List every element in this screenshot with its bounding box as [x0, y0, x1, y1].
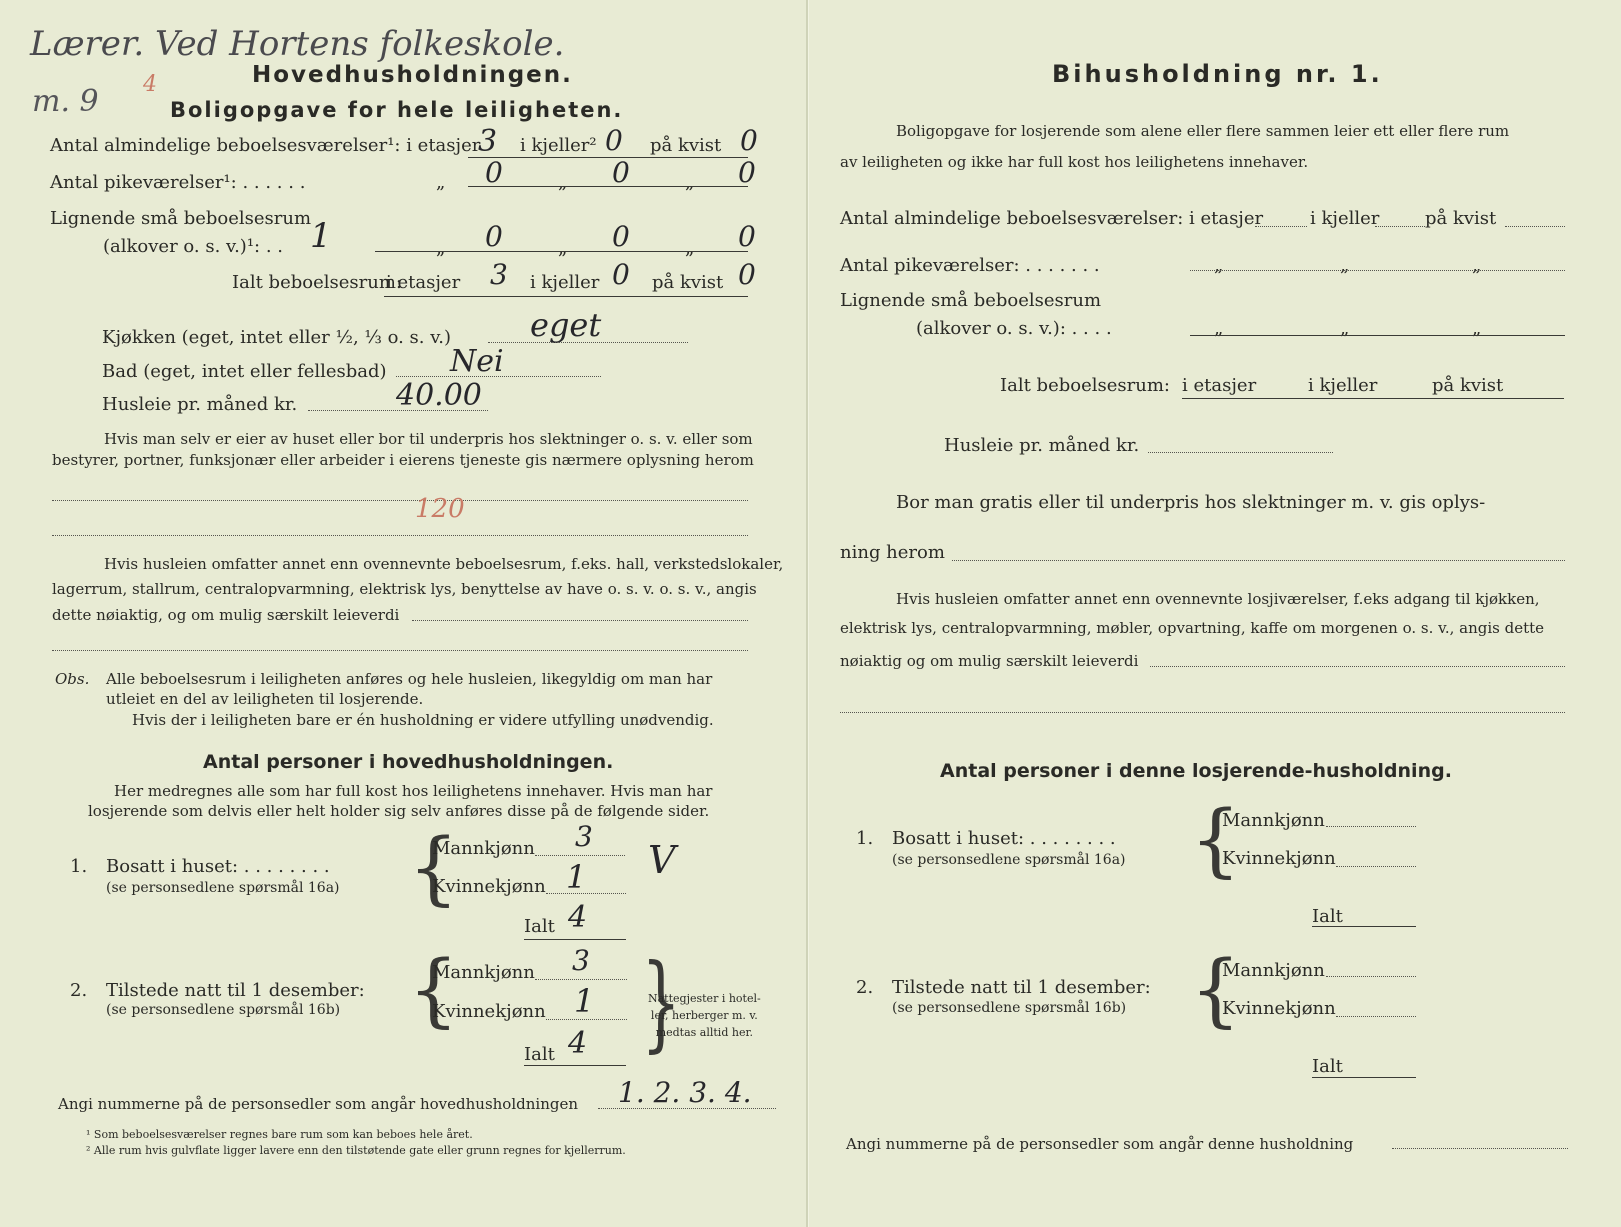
q2-male-line	[535, 979, 627, 980]
right-page-title: Bihusholdning nr. 1.	[1052, 60, 1383, 88]
includes-text-a: Hvis husleien omfatter annet enn ovennevnte beboelsesrum, f.eks. hall, verkstedslokaler,	[104, 555, 784, 573]
r-rooms-kjeller-label: i kjeller	[1310, 208, 1380, 229]
obs-text-c: Hvis der i leiligheten bare er én husholdning er videre utfylling unødvendig.	[132, 711, 714, 729]
q1-male-value: 3	[575, 820, 593, 853]
ditto-mark: „	[558, 172, 568, 193]
lodger-intro-b: av leiligheten og ikke har full kost hos leilighetens innehaver.	[840, 153, 1309, 171]
closing-bracket: }	[641, 941, 681, 1063]
bracket: {	[408, 943, 459, 1036]
r-includes-text-b: elektrisk lys, centralopvarmning, møbler, opvartning, kaffe om morgenen o. s. v., angis dette	[840, 619, 1545, 637]
r-q1-male-line	[1326, 826, 1416, 827]
kitchen-value: eget	[530, 306, 602, 344]
question-2-sub: (se personsedlene spørsmål 16b)	[106, 1002, 341, 1018]
question-2-label: Tilstede natt til 1 desember:	[106, 980, 365, 1001]
r-includes-line-2	[840, 712, 1565, 713]
rooms-label: Antal almindelige beboelsesværelser¹: i etasjer	[50, 135, 481, 156]
r-q2-total-line	[1312, 1077, 1416, 1078]
maid-rooms-label: Antal pikeværelser¹: . . . . . .	[50, 172, 306, 193]
r-includes-text-a: Hvis husleien omfatter annet enn ovennevnte losjiværelser, f.eks adgang til kjøkken,	[896, 590, 1540, 608]
q2-male-value: 3	[572, 944, 590, 977]
r-q1-female-line	[1336, 866, 1416, 867]
r-total-kjeller-label: i kjeller	[1308, 375, 1378, 396]
checkmark: V	[648, 838, 676, 882]
page-fold	[806, 0, 808, 1227]
r-numbers-label: Angi nummerne på de personsedler som angår denne husholdning	[846, 1135, 1354, 1153]
rooms-kvist-value: 0	[740, 124, 758, 157]
r-total-rooms-line	[1182, 398, 1564, 399]
small-kvist-value: 0	[738, 220, 756, 253]
r-q2-total-label: Ialt	[1312, 1056, 1343, 1077]
includes-text-c: dette nøiaktig, og om mulig særskilt leieverdi	[52, 606, 400, 624]
kitchen-label: Kjøkken (eget, intet eller ½, ⅓ o. s. v.)	[102, 327, 451, 348]
ditto-mark: „	[685, 172, 695, 193]
numbers-line	[598, 1108, 776, 1109]
handwritten-number: 4	[143, 72, 157, 97]
r-q1-female-label: Kvinnekjønn	[1222, 848, 1336, 869]
r-q1-total-line	[1312, 926, 1416, 927]
total-kjeller-value: 0	[612, 258, 630, 291]
question-1-number: 1.	[70, 856, 88, 877]
r-small-rooms-line	[1190, 335, 1565, 336]
owner-text-a: Hvis man selv er eier av huset eller bor til underpris hos slektninger o. s. v. eller som	[104, 430, 753, 448]
total-kvist-value: 0	[738, 258, 756, 291]
rooms-kjeller-value: 0	[605, 124, 623, 157]
r-persons-title: Antal personer i denne losjerende-husholdning.	[940, 760, 1452, 782]
q2-total-label: Ialt	[524, 1044, 555, 1065]
total-kjeller-label: i kjeller	[530, 272, 600, 293]
red-pencil-mark: 120	[415, 494, 465, 524]
maid-kjeller-value: 0	[612, 156, 630, 189]
owner-text-b: bestyrer, portner, funksjonær eller arbeider i eierens tjeneste gis nærmere oplysning herom	[52, 451, 754, 469]
handwritten-code: m. 9	[32, 84, 99, 119]
r-q2-female-label: Kvinnekjønn	[1222, 998, 1336, 1019]
small-etasjer-value: 0	[485, 220, 503, 253]
q1-female-label: Kvinnekjønn	[432, 876, 546, 897]
rooms-etasjer-value: 3	[478, 124, 498, 159]
r-question-2-sub: (se personsedlene spørsmål 16b)	[892, 1000, 1127, 1016]
total-etasjer-value: 3	[490, 258, 508, 291]
total-etasjer-label: i etasjer	[386, 272, 461, 293]
r-question-1-number: 1.	[856, 828, 874, 849]
r-rent-label: Husleie pr. måned kr.	[944, 435, 1140, 456]
persons-text-b: losjerende som delvis eller helt holder sig selv anføres disse på de følgende sider.	[88, 802, 710, 820]
total-kvist-label: på kvist	[652, 272, 724, 293]
q1-total-label: Ialt	[524, 916, 555, 937]
maid-etasjer-value: 0	[485, 156, 503, 189]
night-guests-note-c: medtas alltid her.	[655, 1026, 754, 1039]
r-small-rooms-label-b: (alkover o. s. v.): . . . .	[916, 318, 1112, 339]
rent-dotted-line	[308, 410, 488, 411]
r-numbers-line	[1392, 1148, 1568, 1149]
night-guests-note-a: Nattegjester i hotel-	[648, 992, 761, 1005]
persons-title: Antal personer i hovedhusholdningen.	[203, 751, 614, 773]
maid-line	[468, 186, 748, 187]
r-includes-text-c: nøiaktig og om mulig særskilt leieverdi	[840, 652, 1139, 670]
page-title: Hovedhusholdningen.	[252, 62, 573, 88]
ditto-mark: „	[1472, 318, 1482, 339]
r-rooms-kvist-label: på kvist	[1425, 208, 1497, 229]
q2-total-value: 4	[568, 1026, 588, 1061]
r-total-etasjer-label: i etasjer	[1182, 375, 1257, 396]
bath-label: Bad (eget, intet eller fellesbad)	[102, 361, 387, 382]
footnote-2: ² Alle rum hvis gulvflate ligger lavere enn den tilstøtende gate eller grunn regnes for kjellerrum.	[86, 1144, 626, 1157]
owner-line-2	[52, 535, 748, 536]
small-rooms-label-b: (alkover o. s. v.)¹: . .	[103, 236, 283, 257]
q1-total-line	[524, 939, 626, 940]
obs-label: Obs.	[55, 670, 90, 688]
q2-male-label: Mannkjønn	[432, 962, 535, 983]
r-q2-male-line	[1326, 976, 1416, 977]
r-rooms-label: Antal almindelige beboelsesværelser: i etasjer	[840, 208, 1264, 229]
includes-text-b: lagerrum, stallrum, centralopvarmning, elektrisk lys, benyttelse av have o. s. v. o. s. v., angis	[52, 580, 757, 598]
r-free-text-a: Bor man gratis eller til underpris hos slektninger m. v. gis oplys-	[896, 492, 1486, 513]
rooms-kjeller-label: i kjeller²	[520, 135, 597, 156]
ditto-mark: „	[436, 238, 446, 259]
includes-line-1	[412, 620, 748, 621]
r-rooms-kjeller-line	[1375, 226, 1425, 227]
obs-text-a: Alle beboelsesrum i leiligheten anføres og hele husleien, likegyldig om man har	[106, 670, 713, 688]
total-rooms-line	[384, 296, 748, 297]
ditto-mark: „	[1214, 255, 1224, 276]
r-rent-line	[1148, 452, 1333, 453]
night-guests-note-b: ler, herberger m. v.	[650, 1009, 758, 1022]
r-question-2-label: Tilstede natt til 1 desember:	[892, 977, 1151, 998]
small-rooms-line	[375, 251, 748, 252]
q1-female-value: 1	[566, 858, 587, 896]
total-rooms-label: Ialt beboelsesrum:	[232, 272, 402, 293]
ditto-mark: „	[558, 238, 568, 259]
numbers-label: Angi nummerne på de personsedler som angår hovedhusholdningen	[58, 1095, 578, 1113]
r-free-text-b: ning herom	[840, 542, 945, 563]
lodger-intro-a: Boligopgave for losjerende som alene eller flere sammen leier ett eller flere rum	[896, 122, 1510, 140]
handwritten-header: Lærer. Ved Hortens folkeskole.	[30, 24, 565, 64]
small-kjeller-value: 0	[612, 220, 630, 253]
q2-female-value: 1	[574, 982, 595, 1020]
bracket: {	[1190, 793, 1241, 886]
r-q1-total-label: Ialt	[1312, 906, 1343, 927]
ditto-mark: „	[436, 172, 446, 193]
includes-line-2	[52, 650, 748, 651]
q1-male-line	[535, 855, 625, 856]
r-rooms-kvist-line	[1505, 226, 1565, 227]
bracket: {	[1190, 943, 1241, 1036]
q2-female-line	[546, 1019, 627, 1020]
q2-female-label: Kvinnekjønn	[432, 1001, 546, 1022]
r-q2-female-line	[1336, 1016, 1416, 1017]
small-rooms-handwritten: 1	[310, 216, 332, 256]
question-1-sub: (se personsedlene spørsmål 16a)	[106, 880, 340, 896]
owner-line-1	[52, 500, 748, 501]
r-maid-rooms-label: Antal pikeværelser: . . . . . . .	[840, 255, 1100, 276]
ditto-mark: „	[685, 238, 695, 259]
question-1-label: Bosatt i huset: . . . . . . . .	[106, 856, 330, 877]
rooms-kvist-label: på kvist	[650, 135, 722, 156]
maid-kvist-value: 0	[738, 156, 756, 189]
r-q2-male-label: Mannkjønn	[1222, 960, 1325, 981]
obs-text-b: utleiet en del av leiligheten til losjerende.	[106, 690, 424, 708]
r-rooms-etasjer-line	[1255, 226, 1307, 227]
persons-text-a: Her medregnes alle som har full kost hos leilighetens innehaver. Hvis man har	[114, 782, 713, 800]
r-includes-line-1	[1150, 666, 1565, 667]
numbers-value: 1. 2. 3. 4.	[618, 1076, 752, 1109]
night-guests-note	[648, 990, 761, 1041]
bracket: {	[408, 821, 459, 914]
bath-value: Nei	[450, 344, 504, 379]
ditto-mark: „	[1214, 318, 1224, 339]
r-total-rooms-label: Ialt beboelsesrum:	[1000, 375, 1170, 396]
r-maid-line	[1190, 270, 1565, 271]
bath-dotted-line	[396, 376, 601, 377]
rent-label: Husleie pr. måned kr.	[102, 394, 298, 415]
rent-value: 40.00	[396, 378, 482, 413]
r-question-1-label: Bosatt i huset: . . . . . . . .	[892, 828, 1116, 849]
r-small-rooms-label-a: Lignende små beboelsesrum	[840, 290, 1102, 311]
q1-female-line	[546, 893, 626, 894]
r-total-kvist-label: på kvist	[1432, 375, 1504, 396]
q1-total-value: 4	[568, 900, 588, 935]
r-q1-male-label: Mannkjønn	[1222, 810, 1325, 831]
footnote-1: ¹ Som beboelsesværelser regnes bare rum som kan beboes hele året.	[86, 1128, 473, 1141]
r-question-2-number: 2.	[856, 977, 874, 998]
ditto-mark: „	[1340, 318, 1350, 339]
question-2-number: 2.	[70, 980, 88, 1001]
ditto-mark: „	[1340, 255, 1350, 276]
r-free-line	[952, 560, 1565, 561]
ditto-mark: „	[1472, 255, 1482, 276]
page-subtitle: Boligopgave for hele leiligheten.	[170, 98, 624, 122]
r-question-1-sub: (se personsedlene spørsmål 16a)	[892, 852, 1126, 868]
kitchen-dotted-line	[488, 342, 688, 343]
small-rooms-label-a: Lignende små beboelsesrum	[50, 208, 312, 229]
q1-male-label: Mannkjønn	[432, 838, 535, 859]
rooms-line	[468, 157, 748, 158]
q2-total-line	[524, 1065, 626, 1066]
